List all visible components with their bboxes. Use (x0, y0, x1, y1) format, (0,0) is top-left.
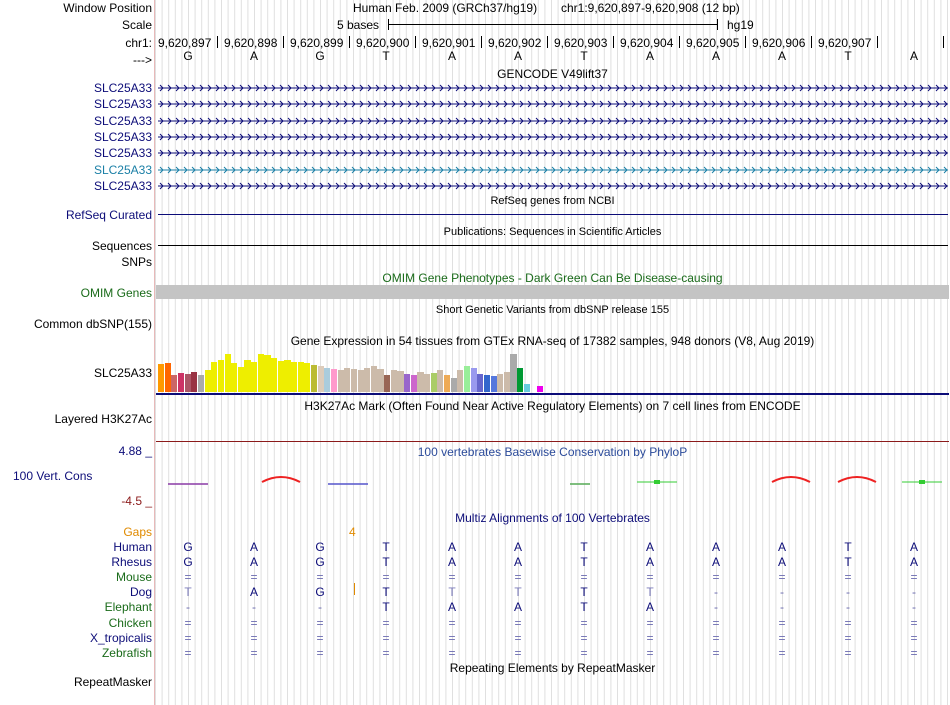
alignment-base: = (382, 630, 390, 645)
gtex-tissue-bar[interactable] (171, 375, 177, 392)
alignment-base: = (712, 645, 720, 660)
ruler-tick (415, 36, 416, 48)
alignment-base: A (777, 555, 786, 570)
alignment-base: = (316, 615, 324, 630)
gtex-tissue-bar[interactable] (205, 370, 211, 392)
gtex-tissue-bar[interactable] (504, 372, 510, 392)
alignment-base: T (382, 600, 390, 615)
alignment-base: = (844, 615, 852, 630)
alignment-base: = (184, 630, 192, 645)
ruler-tick (547, 36, 548, 48)
gtex-tissue-bar[interactable] (444, 375, 450, 392)
gtex-tissue-bar[interactable] (411, 375, 417, 392)
phylop-box (654, 480, 660, 484)
alignment-base: = (316, 570, 324, 585)
ruler-position: 9,620,904 (620, 36, 674, 50)
alignment-base: = (250, 645, 258, 660)
alignment-base: = (778, 645, 786, 660)
alignment-base: = (514, 570, 522, 585)
alignment-base: = (844, 645, 852, 660)
gtex-tissue-bar[interactable] (464, 366, 470, 392)
phylop-title: 100 vertebrates Basewise Conservation by PhyloP (417, 445, 688, 459)
ruler-tick (283, 36, 284, 48)
sequence-base: A (777, 49, 786, 63)
dbsnp-label[interactable]: Common dbSNP(155) (33, 317, 152, 331)
phylop-label[interactable]: 100 Vert. Cons (13, 469, 93, 483)
alignment-base: - (252, 600, 256, 615)
alignment-base: = (250, 615, 258, 630)
gtex-tissue-bar[interactable] (371, 366, 377, 392)
gtex-tissue-bar[interactable] (238, 367, 244, 392)
alignment-base: A (447, 540, 456, 554)
gtex-tissue-bar[interactable] (271, 358, 277, 392)
alignment-base: = (448, 630, 456, 645)
alignment-base: = (514, 630, 522, 645)
phylop-peak (772, 477, 810, 482)
alignment-base: = (316, 630, 324, 645)
gtex-tissue-bar[interactable] (244, 360, 250, 392)
gtex-tissue-bar[interactable] (358, 370, 364, 392)
alignment-base: = (712, 630, 720, 645)
alignment-base: - (318, 600, 322, 615)
gtex-tissue-bar[interactable] (497, 374, 503, 392)
ruler-position: 9,620,900 (356, 36, 410, 50)
alignment-base: - (714, 600, 718, 615)
gtex-tissue-bar[interactable] (457, 370, 463, 392)
alignment-base: - (780, 585, 784, 600)
gencode-transcript[interactable] (158, 147, 948, 159)
gtex-tissue-bar[interactable] (251, 362, 257, 392)
scale-label: Scale (121, 18, 152, 32)
gencode-transcript-label[interactable]: SLC25A33 (93, 162, 152, 177)
ruler-position: 9,620,902 (488, 36, 542, 50)
phylop-box (919, 480, 925, 484)
ruler-position: 9,620,898 (224, 36, 278, 50)
alignment-base: = (580, 615, 588, 630)
alignment-base: T (382, 585, 390, 600)
alignment-base: = (580, 630, 588, 645)
alignment-base: A (909, 555, 918, 570)
gtex-tissue-bar[interactable] (264, 355, 270, 392)
species-label[interactable]: Mouse (115, 570, 152, 585)
alignment-base: = (646, 615, 654, 630)
gtex-tissue-bar[interactable] (304, 363, 310, 392)
db-label: hg19 (727, 18, 754, 32)
gtex-tissue-bar[interactable] (291, 362, 297, 392)
phylop-peak (838, 477, 876, 482)
alignment-base: - (780, 600, 784, 615)
alignment-base: = (778, 570, 786, 585)
alignment-base: T (382, 555, 390, 570)
gtex-tissue-bar[interactable] (298, 362, 304, 392)
species-label[interactable]: Human (113, 540, 152, 554)
alignment-base: A (645, 555, 654, 570)
alignment-base: - (846, 585, 850, 600)
chrom-label: chr1: (125, 36, 152, 50)
sequences-line[interactable] (158, 245, 948, 246)
h3k27ac-title: H3K27Ac Mark (Often Found Near Active Regulatory Elements) on 7 cell lines from ENCODE (304, 399, 801, 413)
alignment-base: T (382, 540, 390, 554)
alignment-base: A (711, 540, 720, 554)
alignment-base: T (580, 555, 588, 570)
ruler-tick (679, 36, 680, 48)
gencode-transcript[interactable] (158, 164, 948, 176)
species-label[interactable]: Dog (129, 585, 152, 600)
assembly-title: Human Feb. 2009 (GRCh37/hg19) (353, 1, 538, 15)
sequences-label[interactable]: Sequences (91, 239, 152, 253)
alignment-base: T (580, 585, 588, 600)
gencode-transcript-label[interactable]: SLC25A33 (93, 178, 152, 193)
sequence-base: T (844, 49, 852, 63)
ruler-tick (613, 36, 614, 48)
alignment-base: - (912, 600, 916, 615)
ruler-position: 9,620,907 (818, 36, 872, 50)
gencode-transcript[interactable] (158, 115, 948, 127)
gtex-tissue-bar[interactable] (311, 365, 317, 392)
alignment-base: - (714, 585, 718, 600)
ruler-tick (745, 36, 746, 48)
gtex-title: Gene Expression in 54 tissues from GTEx RNA-seq of 17382 samples, 948 donors (V8, Aug 2019) (290, 334, 815, 348)
scale-text: 5 bases (337, 18, 380, 32)
gtex-tissue-bar[interactable] (417, 372, 423, 392)
ruler-tick (811, 36, 812, 48)
sequence-base: A (447, 49, 456, 63)
alignment-base: A (249, 585, 258, 600)
alignment-base: = (184, 570, 192, 585)
sequence-base: A (249, 49, 258, 63)
gtex-baseline (156, 393, 949, 395)
gtex-tissue-bar[interactable] (364, 368, 370, 392)
gtex-tissue-bar[interactable] (484, 375, 490, 392)
gtex-tissue-bar[interactable] (324, 368, 330, 392)
gtex-tissue-bar[interactable] (351, 369, 357, 392)
alignment-base: G (315, 585, 325, 600)
ruler-position: 9,620,905 (686, 36, 740, 50)
alignment-base: = (316, 645, 324, 660)
gtex-tissue-bar[interactable] (231, 363, 237, 392)
alignment-base: A (909, 540, 918, 554)
repeat-label[interactable]: RepeatMasker (73, 675, 152, 689)
species-label[interactable]: X_tropicalis (89, 630, 152, 645)
gtex-tissue-bar[interactable] (191, 372, 197, 392)
scale-bar (388, 24, 718, 25)
sequence-base: G (315, 49, 325, 63)
alignment-base: T (844, 555, 852, 570)
alignment-base: - (912, 585, 916, 600)
scale-bar-right-end (717, 19, 718, 30)
alignment-base: A (645, 540, 654, 554)
sequence-base: A (513, 49, 522, 63)
gtex-tissue-bar[interactable] (384, 375, 390, 392)
gtex-tissue-bar[interactable] (158, 364, 164, 392)
ruler-tick (217, 36, 218, 48)
alignment-base: = (712, 615, 720, 630)
alignment-base: G (315, 555, 325, 570)
gencode-title: GENCODE V49lift37 (497, 67, 608, 81)
gtex-tissue-bar[interactable] (318, 366, 324, 392)
refseq-title: RefSeq genes from NCBI (490, 195, 615, 207)
alignment-base: G (183, 540, 193, 554)
repeat-title: Repeating Elements by RepeatMasker (449, 661, 656, 675)
alignment-base: = (844, 570, 852, 585)
alignment-base: A (711, 555, 720, 570)
alignment-base: A (447, 600, 456, 615)
alignment-base: = (382, 570, 390, 585)
alignment-base: A (249, 555, 258, 570)
species-label[interactable]: Chicken (108, 615, 152, 630)
window-position-label: Window Position (63, 1, 152, 15)
gtex-tissue-bar[interactable] (377, 369, 383, 392)
gtex-tissue-bar[interactable] (278, 361, 284, 392)
gtex-tissue-bar[interactable] (391, 370, 397, 392)
alignment-base: = (448, 645, 456, 660)
gtex-tissue-bar[interactable] (344, 368, 350, 392)
gtex-tissue-bar[interactable] (338, 370, 344, 392)
gtex-tissue-bar[interactable] (424, 374, 430, 392)
species-label[interactable]: Elephant (104, 600, 152, 615)
publications-title: Publications: Sequences in Scientific Articles (443, 226, 662, 238)
omim-gene-bar[interactable] (156, 285, 949, 299)
alignment-base: = (646, 630, 654, 645)
alignment-base: = (382, 645, 390, 660)
alignment-base: = (448, 615, 456, 630)
region-text: chr1:9,620,897-9,620,908 (12 bp) (561, 1, 740, 15)
alignment-base: A (249, 540, 258, 554)
gap-count: 4 (349, 525, 356, 539)
gtex-tissue-bar[interactable] (284, 360, 290, 392)
phylop-signal[interactable] (155, 470, 950, 494)
gtex-tissue-bar[interactable] (517, 368, 523, 392)
alignment-base: - (846, 600, 850, 615)
gencode-transcript[interactable] (158, 98, 948, 110)
gencode-transcript-label[interactable]: SLC25A33 (93, 146, 152, 161)
gtex-tissue-bar[interactable] (218, 360, 224, 392)
alignment-base: T (646, 585, 654, 600)
ruler-position: 9,620,901 (422, 36, 476, 50)
alignment-base: = (646, 570, 654, 585)
multiz-title: Multiz Alignments of 100 Vertebrates (455, 511, 650, 525)
sequence-base: A (711, 49, 720, 63)
species-label[interactable]: Zebrafish (101, 645, 152, 660)
gtex-tissue-bar[interactable] (331, 369, 337, 392)
sequence-base: A (909, 49, 918, 63)
gtex-tissue-bar[interactable] (178, 373, 184, 392)
phylop-min-label: -4.5 _ (121, 494, 152, 508)
alignment-base: = (646, 645, 654, 660)
gencode-transcript[interactable] (158, 131, 948, 143)
alignment-base: A (447, 555, 456, 570)
ruler-position: 9,620,906 (752, 36, 806, 50)
alignment-base: A (513, 600, 522, 615)
phylop-max-label: 4.88 _ (118, 444, 152, 458)
alignment-base: G (315, 540, 325, 554)
gencode-transcript[interactable] (158, 82, 948, 94)
gtex-tissue-bar[interactable] (404, 374, 410, 392)
gtex-tissue-bar[interactable] (431, 373, 437, 392)
gtex-tissue-bar[interactable] (537, 386, 543, 392)
alignment-base: T (580, 600, 588, 615)
gtex-tissue-bar[interactable] (524, 384, 530, 392)
gtex-tissue-bar[interactable] (451, 378, 457, 392)
gtex-bar-chart[interactable] (156, 346, 949, 392)
sequence-base: T (580, 49, 588, 63)
ruler-tick (877, 36, 878, 48)
alignment-base: = (778, 615, 786, 630)
alignment-base: = (580, 570, 588, 585)
gtex-tissue-bar[interactable] (491, 376, 497, 392)
gap-marker (354, 583, 355, 595)
h3k27ac-baseline (156, 441, 949, 442)
sequence-base: T (382, 49, 390, 63)
phylop-peak (262, 477, 300, 482)
gtex-tissue-bar[interactable] (477, 374, 483, 392)
alignment-base: = (844, 630, 852, 645)
ruler-position: 9,620,903 (554, 36, 608, 50)
alignment-base: = (910, 630, 918, 645)
alignment-base: = (184, 615, 192, 630)
snps-label[interactable]: SNPs (121, 255, 152, 269)
refseq-gene-line[interactable] (158, 214, 948, 215)
alignment-base: A (513, 540, 522, 554)
alignment-base: = (910, 570, 918, 585)
strand-label: ---> (133, 53, 152, 67)
gtex-label[interactable]: SLC25A33 (93, 366, 152, 380)
gtex-tissue-bar[interactable] (397, 371, 403, 392)
alignment-base: T (514, 585, 522, 600)
alignment-base: = (580, 645, 588, 660)
gencode-transcript-label[interactable]: SLC25A33 (93, 97, 152, 112)
scale-bar-left-end (388, 19, 389, 30)
alignment-base: A (777, 540, 786, 554)
alignment-base: = (910, 615, 918, 630)
alignment-base: T (844, 540, 852, 554)
ruler-position: 9,620,899 (290, 36, 344, 50)
gencode-transcript-label[interactable]: SLC25A33 (93, 129, 152, 144)
gencode-transcript[interactable] (158, 180, 948, 192)
alignment-base: T (580, 540, 588, 554)
species-label[interactable]: Rhesus (111, 555, 152, 570)
alignment-base: = (382, 615, 390, 630)
omim-label[interactable]: OMIM Genes (80, 286, 152, 300)
gencode-transcript-label[interactable]: SLC25A33 (93, 81, 152, 95)
alignment-base: T (184, 585, 192, 600)
ruler-tick (943, 36, 944, 48)
gtex-tissue-bar[interactable] (258, 354, 264, 392)
gaps-label: Gaps (123, 525, 152, 539)
sequence-base: G (183, 49, 193, 63)
alignment-base: = (250, 570, 258, 585)
gencode-transcript-label[interactable]: SLC25A33 (93, 113, 152, 128)
alignment-base: - (186, 600, 190, 615)
gtex-tissue-bar[interactable] (211, 362, 217, 392)
ruler-position: 9,620,897 (158, 36, 212, 50)
gtex-tissue-bar[interactable] (437, 370, 443, 392)
alignment-base: A (645, 600, 654, 615)
alignment-base: = (184, 645, 192, 660)
alignment-base: = (778, 630, 786, 645)
alignment-base: T (448, 585, 456, 600)
omim-title: OMIM Gene Phenotypes - Dark Green Can Be Disease-causing (382, 271, 723, 285)
sequence-base: A (645, 49, 654, 63)
dbsnp-title: Short Genetic Variants from dbSNP release 155 (435, 304, 670, 316)
alignment-base: = (250, 630, 258, 645)
gtex-tissue-bar[interactable] (185, 374, 191, 392)
alignment-base: A (513, 555, 522, 570)
gtex-tissue-bar[interactable] (165, 363, 171, 392)
gtex-tissue-bar[interactable] (510, 354, 516, 392)
alignment-base: G (183, 555, 193, 570)
alignment-base: = (910, 645, 918, 660)
ruler-tick (349, 36, 350, 48)
gtex-tissue-bar[interactable] (471, 368, 477, 392)
ruler-tick (481, 36, 482, 48)
gtex-tissue-bar[interactable] (198, 375, 204, 392)
alignment-base: = (712, 570, 720, 585)
alignment-base: = (514, 615, 522, 630)
alignment-base: = (514, 645, 522, 660)
alignment-base: = (448, 570, 456, 585)
refseq-label[interactable]: RefSeq Curated (65, 208, 152, 222)
h3k27ac-label[interactable]: Layered H3K27Ac (54, 412, 152, 426)
gtex-tissue-bar[interactable] (225, 354, 231, 392)
